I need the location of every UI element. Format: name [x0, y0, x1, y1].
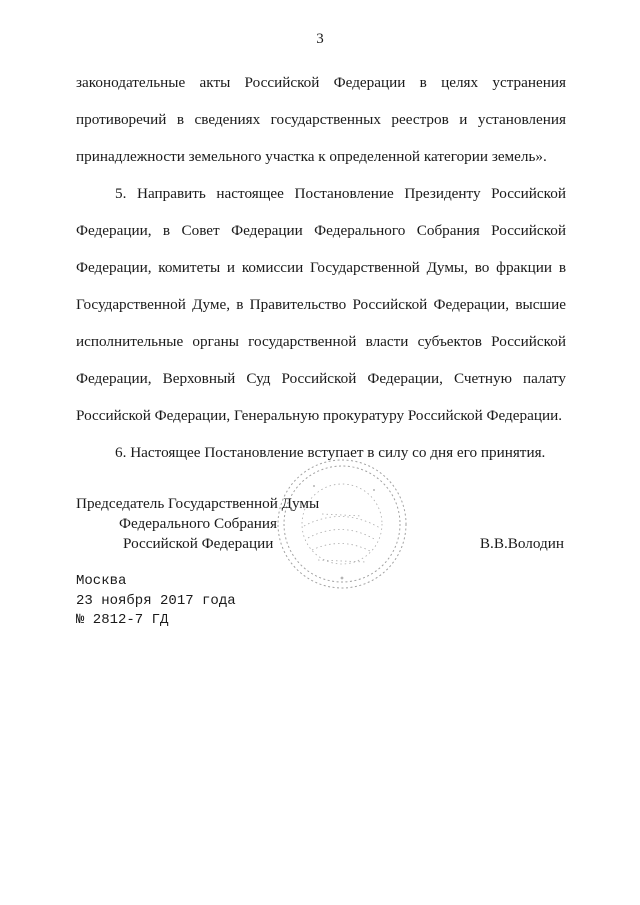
signatory-name: В.В.Володин: [479, 535, 564, 552]
document-date: 23 ноября 2017 года: [76, 593, 236, 609]
document-city: Москва: [76, 573, 127, 589]
signatory-title-line-2: Федерального Собрания: [119, 515, 277, 532]
page-number: 3: [316, 31, 324, 47]
paragraph-item-5: 5. Направить настоящее Постановление Президенту Российской Федерации, в Совет Федерации Федерального Собрания Российской Федерации, комитеты и комиссии Государственной Думы, во фракции в Государственной Думе, в Правительство Российской Федерации, высшие исполнительные органы государственной власти субъектов Российской Федерации, Верховный Суд Российской Федерации, Счетную палату Российской Федерации, Генеральную прокуратуру Российской Федерации.: [76, 185, 566, 424]
official-seal-stamp: [274, 456, 410, 592]
paragraph-item-6: 6. Настоящее Постановление вступает в силу со дня его принятия.: [115, 444, 546, 461]
signatory-title-line-3: Российской Федерации: [123, 535, 274, 552]
paragraph-continuation: законодательные акты Российской Федерации в целях устранения противоречий в сведениях государственных реестров и установления принадлежности земельного участка к определенной категории земель».: [76, 74, 566, 165]
document-body: [76, 64, 566, 471]
signatory-title-line-1: Председатель Государственной Думы: [76, 495, 320, 512]
document-number: № 2812-7 ГД: [76, 612, 169, 628]
